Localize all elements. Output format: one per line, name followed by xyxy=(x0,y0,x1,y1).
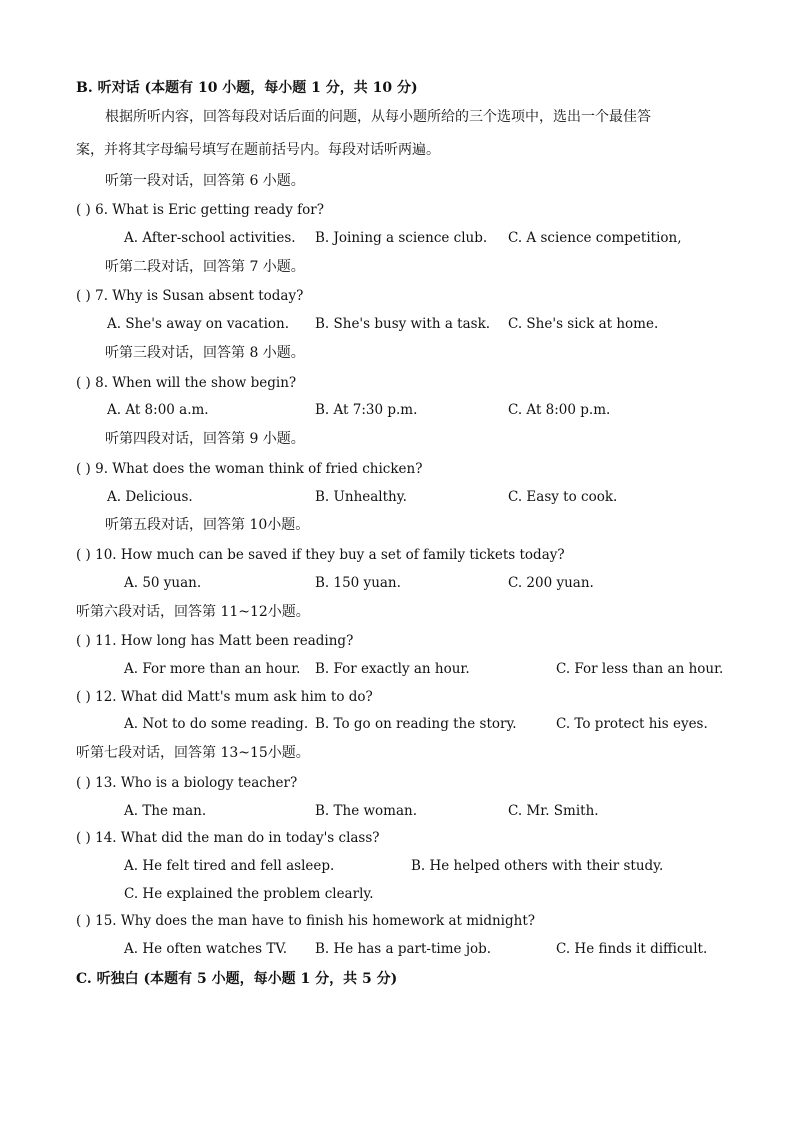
q7-option-c: C. She's sick at home. xyxy=(508,316,659,332)
q13-option-c: C. Mr. Smith. xyxy=(508,803,599,819)
q11-option-a: A. For more than an hour. xyxy=(124,661,301,677)
q12-option-c: C. To protect his eyes. xyxy=(556,716,708,732)
q9-option-b: B. Unhealthy. xyxy=(315,489,407,505)
group-prompt: 听第四段对话，回答第 9 小题。 xyxy=(105,431,305,447)
group-prompt: 听第六段对话，回答第 11~12小题。 xyxy=(76,604,310,620)
group-prompt: 听第三段对话，回答第 8 小题。 xyxy=(105,345,305,361)
question-10: ( ) 10. How much can be saved if they buy a set of family tickets today? xyxy=(76,547,565,563)
q15-option-c: C. He finds it difficult. xyxy=(556,941,708,957)
group-prompt: 听第二段对话，回答第 7 小题。 xyxy=(105,259,305,275)
q6-option-a: A. After-school activities. xyxy=(124,230,296,246)
question-11: ( ) 11. How long has Matt been reading? xyxy=(76,633,354,649)
q11-option-b: B. For exactly an hour. xyxy=(315,661,470,677)
section-b-heading: B. 听对话 (本题有 10 小题，每小题 1 分，共 10 分) xyxy=(76,80,418,96)
q15-option-a: A. He often watches TV. xyxy=(124,941,288,957)
instructions-line-2: 案，并将其字母编号填写在题前括号内。每段对话听两遍。 xyxy=(76,142,440,158)
question-8: ( ) 8. When will the show begin? xyxy=(76,375,297,391)
question-9: ( ) 9. What does the woman think of fried chicken? xyxy=(76,461,423,477)
q13-option-b: B. The woman. xyxy=(315,803,418,819)
q14-option-b: B. He helped others with their study. xyxy=(411,858,664,874)
q9-option-a: A. Delicious. xyxy=(107,489,193,505)
q15-option-b: B. He has a part-time job. xyxy=(315,941,492,957)
question-6: ( ) 6. What is Eric getting ready for? xyxy=(76,202,324,218)
question-15: ( ) 15. Why does the man have to finish his homework at midnight? xyxy=(76,913,535,929)
q9-option-c: C. Easy to cook. xyxy=(508,489,618,505)
q10-option-c: C. 200 yuan. xyxy=(508,575,594,591)
q8-option-b: B. At 7:30 p.m. xyxy=(315,402,418,418)
q11-option-c: C. For less than an hour. xyxy=(556,661,724,677)
group-prompt: 听第一段对话，回答第 6 小题。 xyxy=(105,173,305,189)
q7-option-b: B. She's busy with a task. xyxy=(315,316,491,332)
q7-option-a: A. She's away on vacation. xyxy=(107,316,290,332)
q12-option-b: B. To go on reading the story. xyxy=(315,716,517,732)
question-7: ( ) 7. Why is Susan absent today? xyxy=(76,288,304,304)
section-c-heading: C. 听独白 (本题有 5 小题，每小题 1 分，共 5 分) xyxy=(76,971,398,987)
question-12: ( ) 12. What did Matt's mum ask him to do? xyxy=(76,689,373,705)
group-prompt: 听第五段对话，回答第 10小题。 xyxy=(105,517,310,533)
q12-option-a: A. Not to do some reading. xyxy=(124,716,309,732)
question-13: ( ) 13. Who is a biology teacher? xyxy=(76,775,298,791)
q6-option-b: B. Joining a science club. xyxy=(315,230,488,246)
q8-option-a: A. At 8:00 a.m. xyxy=(107,402,209,418)
question-14: ( ) 14. What did the man do in today's class? xyxy=(76,830,380,846)
q6-option-c: C. A science competition, xyxy=(508,230,682,246)
group-prompt: 听第七段对话，回答第 13~15小题。 xyxy=(76,745,310,761)
q8-option-c: C. At 8:00 p.m. xyxy=(508,402,611,418)
q14-option-c: C. He explained the problem clearly. xyxy=(124,886,374,902)
instructions-line-1: 根据所听内容，回答每段对话后面的问题，从每小题所给的三个选项中，选出一个最佳答 xyxy=(105,109,651,125)
q14-option-a: A. He felt tired and fell asleep. xyxy=(124,858,335,874)
q10-option-b: B. 150 yuan. xyxy=(315,575,401,591)
q13-option-a: A. The man. xyxy=(124,803,207,819)
q10-option-a: A. 50 yuan. xyxy=(124,575,202,591)
